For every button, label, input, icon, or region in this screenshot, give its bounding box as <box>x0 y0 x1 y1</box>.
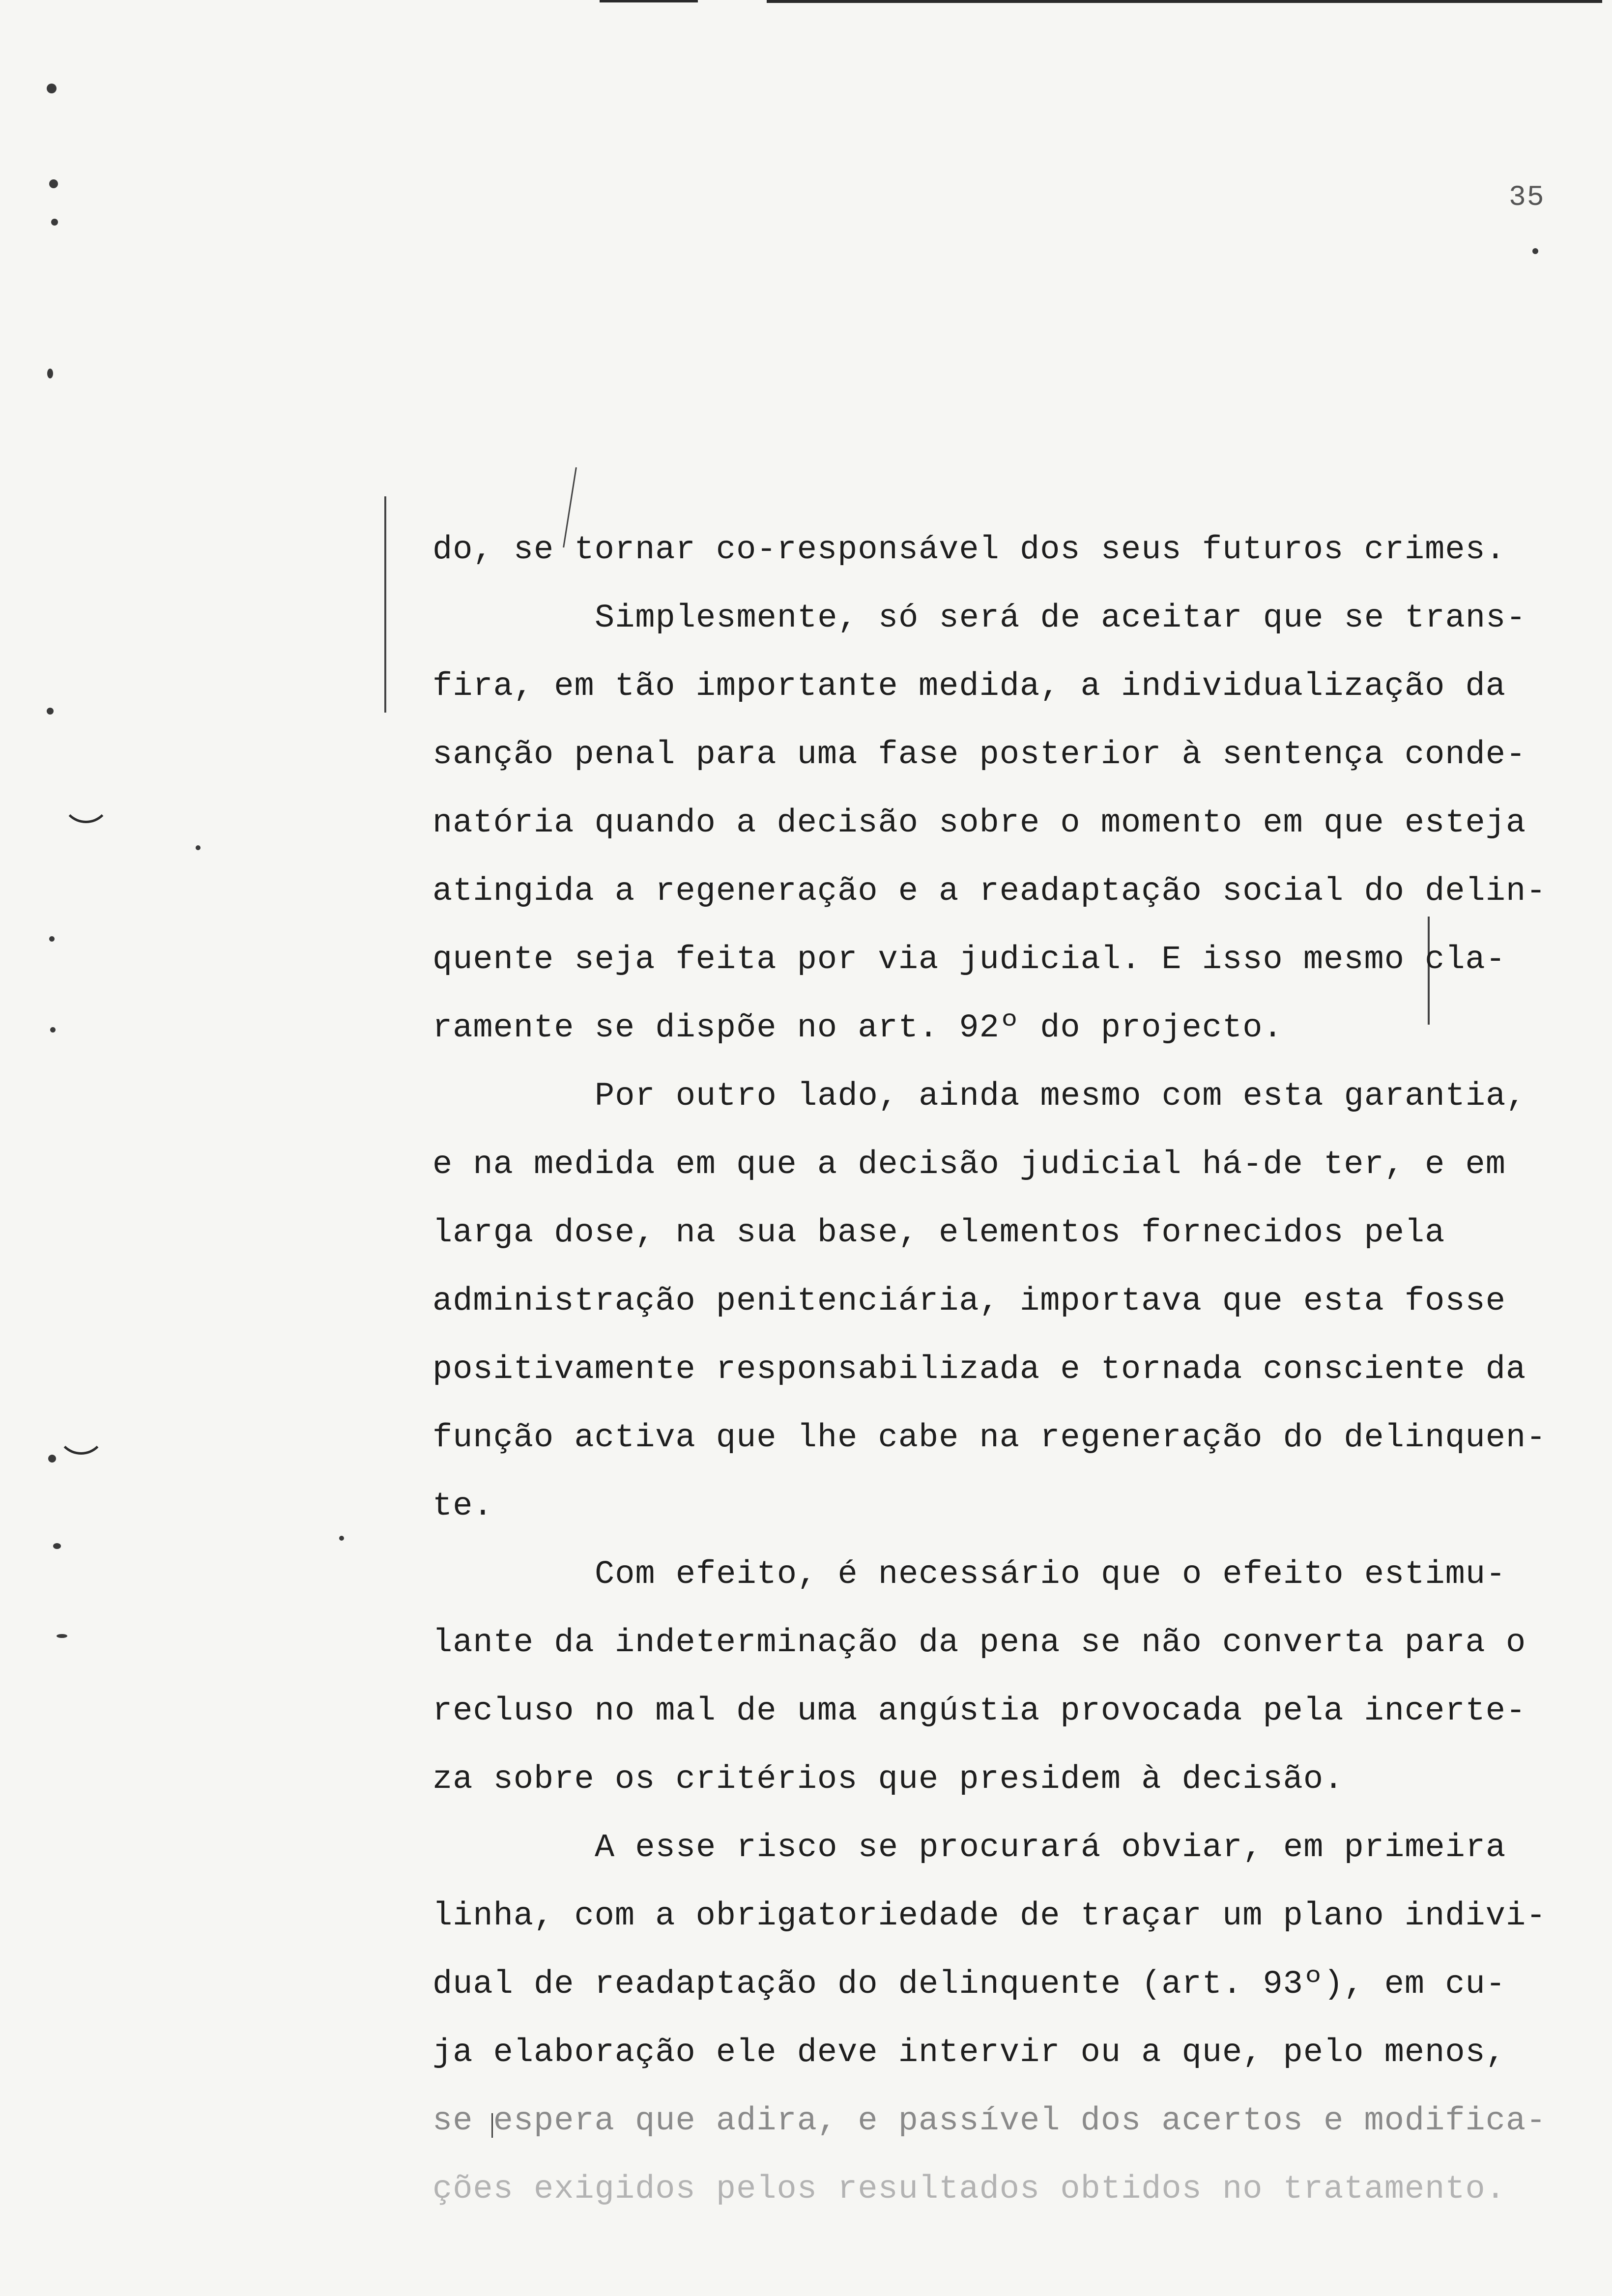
text-line: dual de readaptação do delinquente (art. 93º), em cu- <box>432 1966 1506 2003</box>
text-line: ja elaboração ele deve intervir ou a que, pelo menos, <box>432 2034 1506 2071</box>
paragraph-start-line: Por outro lado, ainda mesmo com esta garantia, <box>595 1078 1526 1115</box>
text-line: sanção penal para uma fase posterior à sentença conde- <box>432 736 1526 774</box>
text-line: te. <box>432 1488 493 1525</box>
text-line: e na medida em que a decisão judicial há-de ter, e em <box>432 1146 1506 1183</box>
faded-text-line: se espera que adira, e passível dos acertos e modifica- <box>432 2102 1547 2140</box>
scan-speck <box>1532 248 1538 254</box>
text-line: do, se tornar co-responsável dos seus futuros crimes. <box>432 531 1506 569</box>
text-line: quente seja feita por via judicial. E isso mesmo cla- <box>432 941 1506 978</box>
text-line: ramente se dispõe no art. 92º do projecto. <box>432 1009 1283 1047</box>
text-line: função activa que lhe cabe na regeneração do delinquen- <box>432 1419 1547 1457</box>
text-line: atingida a regeneração e a readaptação social do delin- <box>432 873 1547 910</box>
paragraph-start-line: A esse risco se procurará obviar, em primeira <box>595 1829 1506 1866</box>
text-line: administração penitenciária, importava que esta fosse <box>432 1283 1506 1320</box>
text-line: fira, em tão importante medida, a individualização da <box>432 668 1506 705</box>
text-line: natória quando a decisão sobre o momento em que esteja <box>432 804 1526 842</box>
binder-hole-mark <box>57 1415 106 1455</box>
scan-speck <box>48 1455 56 1463</box>
scan-speck <box>47 369 53 378</box>
scan-speck <box>339 1536 344 1541</box>
text-line: linha, com a obrigatoriedade de traçar um plano indivi- <box>432 1897 1547 1935</box>
scan-speck <box>57 1634 67 1638</box>
binder-hole-mark <box>61 784 111 823</box>
text-line: larga dose, na sua base, elementos fornecidos pela <box>432 1214 1445 1252</box>
scan-speck <box>49 179 58 188</box>
scan-speck <box>51 219 58 226</box>
scan-speck <box>53 1543 61 1549</box>
body-text <box>432 516 1563 2224</box>
paragraph-start-line: Simplesmente, só será de aceitar que se trans- <box>595 600 1526 637</box>
scan-speck <box>47 84 57 93</box>
text-line: positivamente responsabilizada e tornada consciente da <box>432 1351 1526 1388</box>
text-line: za sobre os critérios que presidem à decisão. <box>432 1761 1344 1798</box>
paragraph-start-line: Com efeito, é necessário que o efeito estimu- <box>595 1556 1506 1593</box>
top-edge-rule <box>600 0 698 2</box>
top-edge-rule <box>767 0 1602 3</box>
faded-text-line: ções exigidos pelos resultados obtidos no tratamento. <box>432 2171 1506 2208</box>
margin-mark <box>384 496 386 713</box>
scan-speck <box>47 708 54 715</box>
scan-speck <box>196 845 201 850</box>
scan-speck <box>50 1027 56 1033</box>
page-number: 35 <box>1509 182 1545 214</box>
scan-speck <box>49 936 55 942</box>
text-line: lante da indeterminação da pena se não converta para o <box>432 1624 1526 1662</box>
text-line: recluso no mal de uma angústia provocada pela incerte- <box>432 1693 1526 1730</box>
